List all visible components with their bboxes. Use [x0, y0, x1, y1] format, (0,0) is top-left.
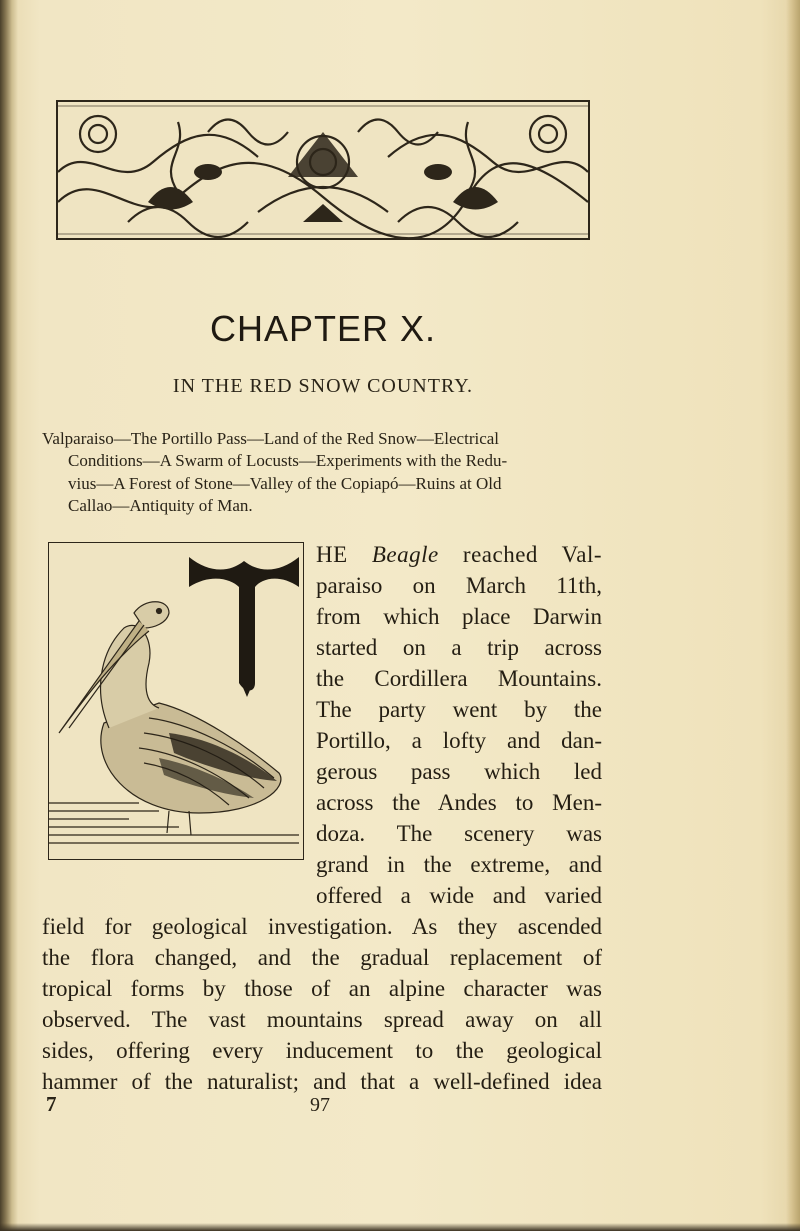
synopsis-line: Callao—Antiquity of Man.	[68, 496, 253, 516]
text-line: field for geological investigation. As they ascended	[42, 914, 602, 939]
chapter-synopsis	[42, 428, 602, 518]
text-line: from which place Darwin	[316, 604, 602, 629]
chapter-subtitle: IN THE RED SNOW COUNTRY.	[172, 375, 474, 397]
pelican-illustration	[49, 543, 302, 858]
ship-name: Beagle	[371, 542, 439, 567]
text-line: gerous pass which led	[316, 759, 602, 784]
text-line	[316, 542, 602, 568]
synopsis-line: Valparaiso—The Portillo Pass—Land of the Red Snow—Electrical	[42, 429, 500, 448]
page-bottom-shadow	[0, 1223, 800, 1231]
page-number: 97	[310, 1094, 330, 1116]
text-line: started on a trip across	[316, 635, 602, 660]
text-line: hammer of the naturalist; and that a well-defined idea	[42, 1069, 602, 1094]
page-gutter-shadow	[0, 0, 18, 1231]
text-line: Portillo, a lofty and dan-	[316, 728, 602, 753]
text-line: the Cordillera Mountains.	[316, 666, 602, 691]
synopsis-line: vius—A Forest of Stone—Valley of the Copiapó—Ruins at Old	[68, 473, 502, 493]
text-line: across the Andes to Men-	[316, 790, 602, 815]
page-edge-shadow	[786, 0, 800, 1231]
text-line: offered a wide and varied	[316, 883, 602, 908]
text-line: observed. The vast mountains spread away on all	[42, 1007, 602, 1032]
text-line: paraiso on March 11th,	[316, 573, 602, 598]
text-fragment: HE	[316, 542, 372, 567]
text-line: the flora changed, and the gradual replacement of	[42, 945, 602, 970]
signature-mark: 7	[46, 1092, 57, 1116]
synopsis-line: Conditions—A Swarm of Locusts—Experiments with the Redu-	[68, 451, 508, 471]
text-line: tropical forms by those of an alpine character was	[42, 976, 602, 1001]
scrollwork-ornament	[58, 102, 588, 238]
illustrated-initial	[48, 542, 304, 860]
text-line: doza. The scenery was	[316, 821, 602, 846]
text-line: sides, offering every inducement to the geological	[42, 1038, 602, 1063]
text-line: grand in the extreme, and	[316, 852, 602, 877]
ornamental-headpiece	[56, 100, 590, 240]
initial-letter: T	[244, 583, 246, 584]
text-fragment: reached Val-	[438, 542, 602, 567]
chapter-title: CHAPTER X.	[209, 308, 437, 349]
text-line: The party went by the	[316, 697, 602, 722]
